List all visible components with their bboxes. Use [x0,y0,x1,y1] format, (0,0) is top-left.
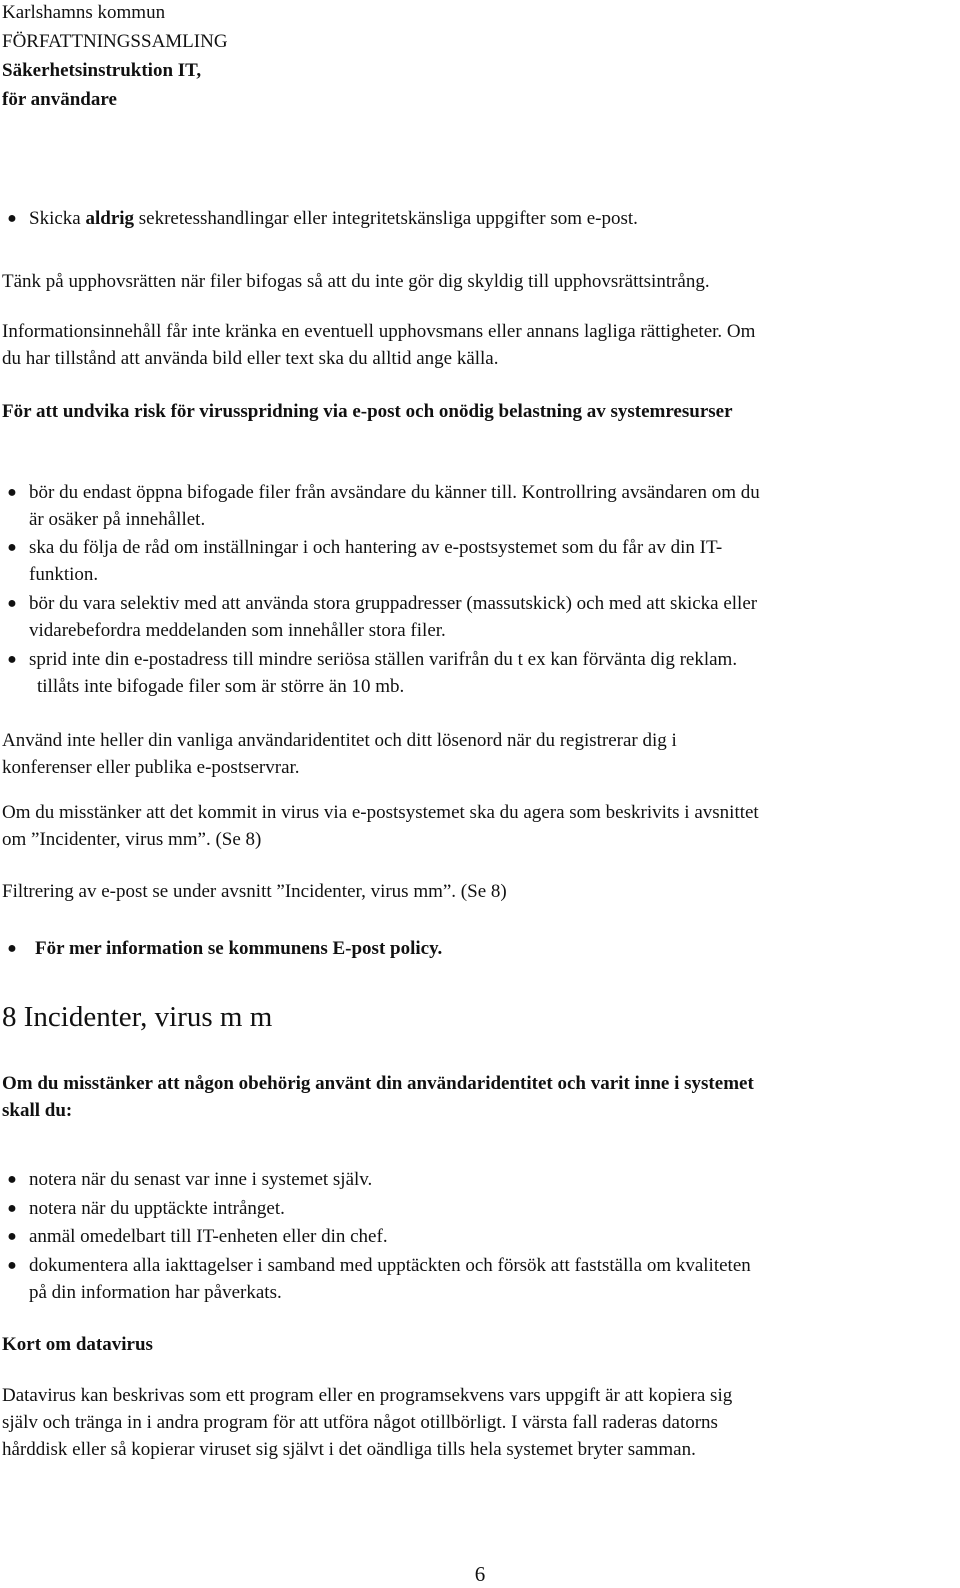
list-item-text: notera när du upptäckte intrånget. [29,1198,285,1219]
list-item-text: anmäl omedelbart till IT-enheten eller din chef. [29,1226,388,1247]
page-number: 6 [474,1562,486,1586]
bullet-icon: ● [7,484,17,501]
list-item-text: notera när du senast var inne i systemet själv. [29,1169,373,1190]
header-collection: FÖRFATTNINGSSAMLING [2,31,228,52]
bullet-icon: ● [7,940,17,957]
header-municipality: Karlshamns kommun [2,2,166,23]
paragraph-suspect-virus: Om du misstänker att det kommit in virus via e-postsystemet ska du agera som beskrivits i avsnittet om ”Incidenter, virus mm”. (Se 8) [2,802,759,850]
list-item-text: sprid inte din e-postadress till mindre seriösa ställen varifrån du t ex kan förvänta dig reklam. tillåts inte bifogade filer som är större än 10 mb. [29,649,738,697]
paragraph-information: Informationsinnehåll får inte kränka en eventuell upphovsmans eller annans lagliga rättigheter. Om du har tillstånd att använda bild eller text ska du alltid ange källa. [2,321,756,369]
bullet-icon: ● [7,1171,17,1188]
list-item-text: För mer information se kommunens E-post policy. [35,938,443,959]
bullet-icon: ● [7,1228,17,1245]
section-heading: 8 Incidenter, virus m m [2,1001,273,1033]
list-item-text: Skicka aldrig sekretesshandlingar eller integritetskänsliga uppgifter som e-post. [29,208,638,229]
paragraph-virus-heading: För att undvika risk för virusspridning via e-post och onödig belastning av systemresurser [2,401,733,422]
list-item-text: dokumentera alla iakttagelser i samband med upptäckten och försök att fastställa om kvaliteten på din information har påverkats. [29,1255,751,1303]
emphasis-text: aldrig [85,208,135,229]
paragraph-copyright: Tänk på upphovsrätten när filer bifogas så att du inte gör dig skyldig till upphovsrättsintrång. [2,271,710,292]
bullet-icon: ● [7,1257,17,1274]
bullet-icon: ● [7,595,17,612]
header-audience: för användare [2,89,117,110]
paragraph-filter: Filtrering av e-post se under avsnitt ”Incidenter, virus mm”. (Se 8) [2,881,507,902]
list-item-text: bör du endast öppna bifogade filer från avsändare du känner till. Kontrollring avsändaren om du är osäker på innehållet. [29,482,760,530]
bullet-icon: ● [7,1200,17,1217]
paragraph-identity: Använd inte heller din vanliga användaridentitet och ditt lösenord när du registrerar dig i konferenser eller publika e-postservrar. [2,730,677,778]
datavirus-heading: Kort om datavirus [2,1334,153,1355]
header-title: Säkerhetsinstruktion IT, [2,60,202,81]
bullet-icon: ● [7,539,17,556]
list-item-text: bör du vara selektiv med att använda stora gruppadresser (massutskick) och med att skicka eller vidarebefordra meddelanden som innehåller stora filer. [29,593,758,641]
document-header [2,0,228,114]
list-item-text: ska du följa de råd om inställningar i och hantering av e-postsystemet som du får av din IT- funktion. [29,537,723,585]
paragraph-datavirus: Datavirus kan beskrivas som ett program eller en programsekvens vars uppgift är att kopiera sig själv och tränga in i andra program för att utföra något otillbörligt. I värsta fall raderas datorns hårddisk eller så kopierar viruset sig självt i det oändliga tills hela systemet bryter samman. [2,1385,733,1460]
bullet-icon: ● [7,210,17,227]
bullet-icon: ● [7,651,17,668]
intrusion-heading: Om du misstänker att någon obehörig använt din användaridentitet och varit inne i systemet skall du: [2,1073,754,1121]
